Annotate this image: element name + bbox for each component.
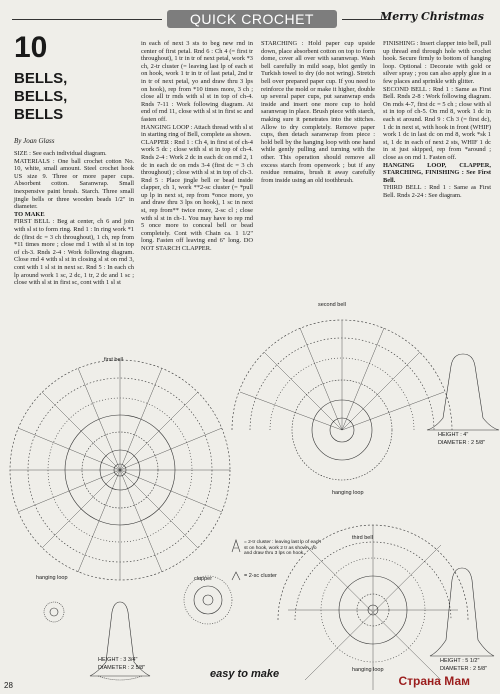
label-first-bell: first bell: [104, 357, 123, 363]
section-title: QUICK CROCHET: [190, 11, 314, 27]
paragraph: TO MAKE: [14, 210, 45, 218]
legend-symbol: [232, 540, 240, 580]
paragraph: HANGING LOOP, CLAPPER, STARCHING, FINISHING : See First Bell.: [383, 161, 491, 184]
brand-logo: easy to make: [210, 668, 280, 680]
paragraph: THIRD BELL : Rnd 1 : Same as First Bell. Rnds 2-24 : See diagram.: [383, 184, 491, 199]
height-first-bell: HEIGHT : 3 3/4": [98, 657, 138, 663]
label-second-bell: second bell: [318, 302, 346, 308]
watermark: Страна Мам: [398, 674, 470, 688]
diameter-third-bell: DIAMETER : 2 5/8": [440, 666, 488, 672]
paragraph: in each of next 3 sts to beg new rnd in center of first petal. Rnd 6 : Ch 4 (= first tr throughout), 1 tr in tr of next petal, work *3 ch, 2-tr cluster (= leaving last lp of each st on hook, work 1 tr in tr of last petal, 2nd tr in tr of next petal, yo and draw thru 3 lps on hook), rep from *10 times more, 3 ch ; close all tr rnds with sl st in top of ch-4. Rnds 7-11 : Work following diagram. At end of rnd 11, close with sl st in first sc and fasten off.: [141, 40, 253, 123]
legend-two-sc-cluster: = 2-sc cluster: [244, 573, 277, 579]
legend-two-tr-cluster: = 2-tr cluster : leaving last lp of each st on hook, work 2 tr as shown, yo and draw thru 3 lps on hook.: [244, 540, 321, 557]
paragraph: FINISHING : Insert clapper into bell, pull up thread end through hole with crochet hook. Secure firmly to bottom of hanging loop. Optional : Decorate with gold or silver spray ; you can also apply glue in a few places and sprinkle with glitter.: [383, 40, 491, 85]
label-hanging-loop-1: hanging loop: [36, 575, 68, 581]
paragraph: MATERIALS : One ball crochet cotton No. 10, white, small amount. Steel crochet hook US size 9. Three or more paper cups. Absorbent cotton. Saranwrap. Small inexpensive paint brush. Starch. Three small jingle bells or three wooden beads 1/2" in diameter.: [14, 157, 134, 211]
second-bell-diagram: [232, 320, 452, 480]
paragraph: SIZE : See each individual diagram.: [14, 150, 107, 157]
diameter-first-bell: DIAMETER : 2 5/8": [98, 665, 146, 671]
height-second-bell: HEIGHT : 4": [438, 432, 469, 438]
label-clapper: clapper: [194, 576, 213, 582]
first-bell-diagram: [10, 360, 230, 580]
byline: By Joan Glass: [14, 137, 55, 145]
label-hanging-loop-2: hanging loop: [332, 490, 364, 496]
paragraph: SECOND BELL : Rnd 1 : Same as First Bell. Rnds 2-8 : Work following diagram. On rnds 4-7, first dc = 5 ch ; close with sl st in top of ch-5. On rnd 8, work 1 dc in each st around. Rnd 9 : Ch 3 (= first dc), 1 dc in next st, with hook in front (WHIF) work 1 dc in last dc on rnd 8, work *sk 1 st, 1 dc in each of next 2 sts, WHIF 1 dc in st just skipped, rep from *around ; close as on rnd 1. Fasten off.: [383, 85, 491, 161]
paragraph: FIRST BELL : Beg at center, ch 6 and join with sl st to form ring. Rnd 1 : In ring work *1 dc (first dc = 3 ch throughout), 1 ch, rep from *11 times more ; close rnd 1 with sl st in top of ch-3. Rnds 2-4 : Work following diagram. Close rnd 4 with sl st in closing sl st on rnd 3, cont with 1 sl st in next sc. Rnd 5 : In each ch lp around work 1 sc, 2 dc, 1 tr, 2 dc and 1 sc ; close with sl st in first sc, cont with 1 sl st: [14, 218, 134, 287]
label-third-bell: third bell: [352, 535, 373, 541]
title-line: BELLS: [14, 106, 64, 123]
clapper-diagram: [184, 576, 232, 624]
paragraph: STARCHING : Hold paper cup upside down, place absorbent cotton on top to form dome, cover all over with saranwrap. Wash bell carefully in mild soap, blot gently in Turkish towel to dry (do not wring). Stretch bell over prepared paper cup. If you need to reinforce the mold or make it higher, double up several paper cups, put saranwrap ends inside and insert one more cup to hold saranwrap in place. Brush piece with starch, making sure it penetrates into the stitches. Allow to dry completely. Remove paper cups, then detach saranwrap from piece : hold bell by the hanging loop with one hand while gently pulling and turning with the other. This operation should remove all excess starch from openwork ; but if any residue remains, brush it away carefully from inside using an old toothbrush.: [261, 40, 375, 184]
bell-illustration-2: [427, 354, 499, 430]
label-hanging-loop-3: hanging loop: [352, 667, 384, 673]
header-tagline: Merry Christmas: [380, 10, 484, 23]
page-number: 28: [4, 681, 13, 690]
pattern-number: 10: [14, 31, 48, 64]
paragraph: HANGING LOOP : Attach thread with sl st in starting ring of Bell, complete as shown.: [141, 123, 253, 139]
hanging-loop-diagram: [44, 602, 64, 622]
paragraph: CLAPPER : Rnd 1 : Ch 4, in first st of ch-4 work 5 dc ; close with sl st in top of ch-4. Rnds 2-4 : Work 2 dc in each dc on rnd 2, 1 dc in each dc on rnds 3-4 (first dc = 3 ch throughout) ; close with sl st in top of ch-3. Rnd 5 : Place jingle bell or bead inside clapper, ch 1, work **2-sc cluster (= *pull up lp in next st, rep from *once more, yo and draw thru 3 lps on hook), 1 sc in next st, rep from** twice more, 2-sc cl ; close with sl st in ch-1. You may have to rep rnd 5 once more to conceal bell or bead completely. Cont with Chain ca. 1 1/2" long. Fasten off leaving end 6" long. DO NOT STARCH CLAPPER.: [141, 138, 253, 253]
height-third-bell: HEIGHT : 5 1/2": [440, 658, 480, 664]
bell-illustration-3: [430, 568, 494, 656]
title-line: BELLS,: [14, 70, 68, 87]
title-line: BELLS,: [14, 88, 68, 105]
diameter-second-bell: DIAMETER : 2 5/8": [438, 440, 486, 446]
